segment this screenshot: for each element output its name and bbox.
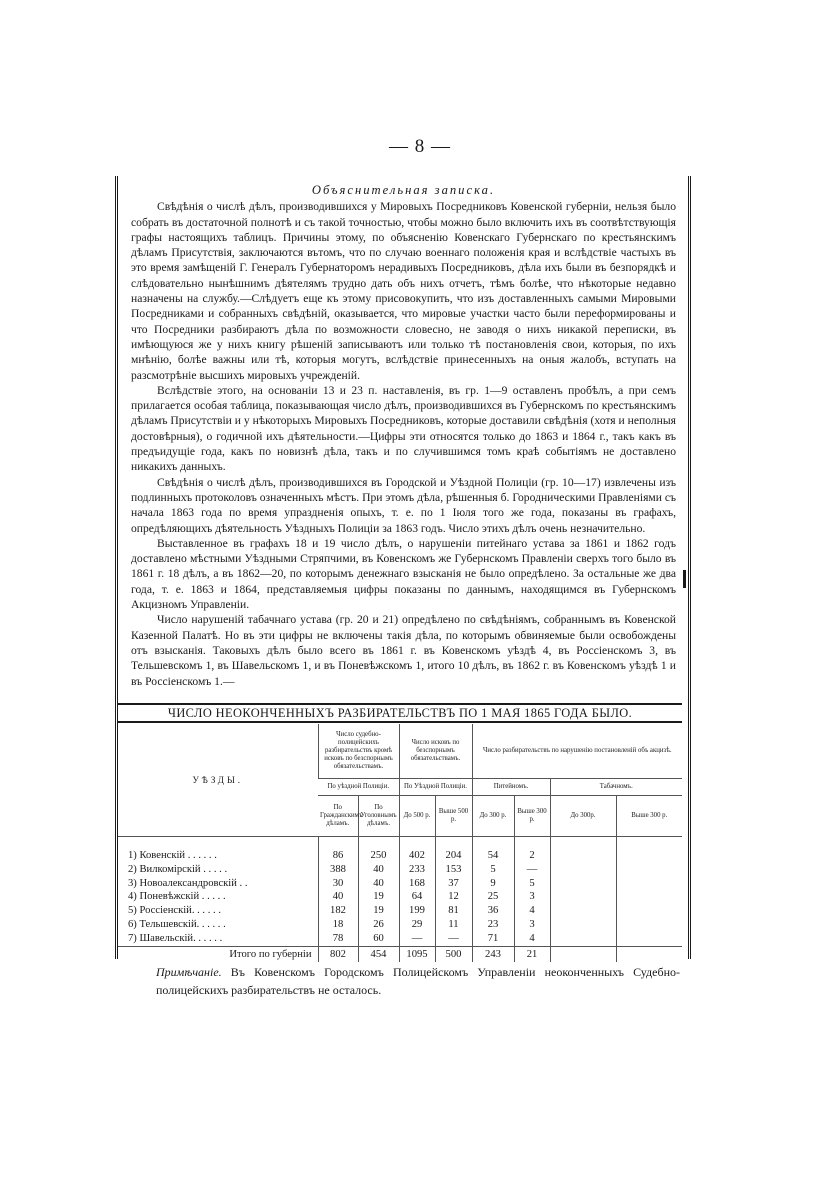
table-cell: 29 [399,918,435,932]
table-cell: 18 [318,918,358,932]
paragraph: Вслѣдствіе этого, на основаніи 13 и 23 п. наставленія, въ гр. 1—9 оставленъ пробѣлъ, а при семъ прилагается особая таблица, показывающая число дѣлъ, производившихся въ Губернскомъ по крестьянскимъ дѣламъ Присутствіи и у нѣкоторыхъ Мировыхъ Посредниковъ, которые доставили свѣдѣнія (хотя и неполныя достовѣрныя), о годичной ихъ дѣятельности.—Цифры эти относятся только до 1863 и 1864 г., такъ какъ въ предъидущіе года, какъ по новизнѣ дѣла, такъ и по случившимся томъ краѣ событіямъ не доставлено никакихъ данныхъ. [131,383,676,474]
total-cell: 802 [318,946,358,962]
h-over500: Выше 500 р. [435,796,472,837]
table-cell: 54 [472,849,514,863]
sub-police-header: По уѣздной Полиціи. [318,779,399,796]
h-to300-pitein: До 300 р. [472,796,514,837]
table-row [118,849,682,863]
total-cell: 21 [514,946,550,962]
table-cell: 81 [435,904,472,918]
total-cell: 1095 [399,946,435,962]
table-cell: 3 [514,890,550,904]
table-cell [550,849,616,863]
group3-header: Число разбирательствъ по нарушенію постановленій объ акцизѣ. [472,724,682,779]
table-cell: 25 [472,890,514,904]
group2-header: Число исковъ по безспорнымъ обязательствамъ. [399,724,472,779]
h-to500: До 500 р. [399,796,435,837]
sub-tabach-header: Табачномъ. [550,779,682,796]
table-row [118,890,682,904]
table-cell [550,877,616,891]
table-cell: 19 [358,904,399,918]
table-cell [550,932,616,946]
total-cell: 500 [435,946,472,962]
footnote-lead: Примѣчаніе. [156,965,222,979]
h-over300-tabach: Выше 300 р. [616,796,682,837]
footnote-text: Въ Ковенскомъ Городскомъ Полицейскомъ Управленіи неоконченныхъ Судебно-полицейскихъ разбирательствъ не осталось. [156,965,681,997]
table-cell: 19 [358,890,399,904]
uezd-name: 5) Россіенскій. . . . . . [128,905,221,917]
total-row [118,946,682,962]
uezd-name: 4) Поневѣжскій . . . . . [128,891,226,903]
table-cell: 71 [472,932,514,946]
h-civil: По Гражданскимъ дѣламъ. [318,796,358,837]
table-row [118,877,682,891]
table-cell: 153 [435,863,472,877]
total-cell [616,946,682,962]
table-cell [616,890,682,904]
table-cell: 37 [435,877,472,891]
explanatory-note [131,183,676,689]
table-cell: 64 [399,890,435,904]
table-cell [616,904,682,918]
table-cell: 40 [318,890,358,904]
table-cell: 40 [358,863,399,877]
table-cell: 199 [399,904,435,918]
table-cell: 402 [399,849,435,863]
table-row [118,863,682,877]
total-cell [550,946,616,962]
table-cell [616,849,682,863]
uezd-name: 6) Тельшевскій. . . . . . [128,918,226,930]
h-criminal: По Уголовнымъ дѣламъ. [358,796,399,837]
uezd-name: 3) Новоалександровскій . . [128,877,248,889]
table-cell [616,932,682,946]
table-row [118,918,682,932]
table-header-rule [118,721,682,723]
table-cell: 78 [318,932,358,946]
h-to300-tabach: До 300р. [550,796,616,837]
table-cell: 182 [318,904,358,918]
table-row [118,932,682,946]
table-cell: 86 [318,849,358,863]
total-cell: 243 [472,946,514,962]
uezd-name: 7) Шавельскій. . . . . . [128,932,223,944]
table-cell: — [514,863,550,877]
table-cell: 11 [435,918,472,932]
paragraph: Свѣдѣнія о числѣ дѣлъ, производившихся въ Городской и Уѣздной Полиціи (гр. 10—17) извлечены изъ подлинныхъ протоколовъ означенныхъ мѣстъ. При этомъ дѣла, рѣшенныя б. Городническими Правленіями съ начала 1863 года по время упраздненія опыхъ, т. е. по 1 Іюля того же года, показаны въ графахъ, опредѣляющихъ дѣятельность Уѣздныхъ Полиціи за 1863 годъ. Число этихъ дѣлъ очень незначительно. [131,475,676,535]
table-cell: 36 [472,904,514,918]
margin-mark [683,570,686,588]
sub-pitein-header: Питейномъ. [472,779,550,796]
footnote [156,963,680,999]
table-row [118,904,682,918]
table-cell: 40 [358,877,399,891]
paragraph: Выставленное въ графахъ 18 и 19 число дѣлъ, о нарушеніи питейнаго устава за 1861 и 1862 годъ доставлено мѣстными Уѣздными Стряпчими, въ Ковенскомъ же Губернскомъ Правленіи сверхъ того было въ 1861 г. 18 дѣлъ, а въ 1862—20, по которымъ денежнаго взысканія не было опредѣлено. За остальные же два года, т. е. 1863 и 1864, представляемыя цифры показаны по даннымъ, находящимся въ Губернскомъ Акцизномъ Управленіи. [131,536,676,612]
table-cell [616,877,682,891]
table-cell [550,904,616,918]
table-cell: 9 [472,877,514,891]
table-cell: 2 [514,849,550,863]
table-cell: 233 [399,863,435,877]
table-cell: 26 [358,918,399,932]
table-cell: — [399,932,435,946]
table-cell: 168 [399,877,435,891]
table-cell [616,918,682,932]
table-cell: 5 [514,877,550,891]
uezd-name: 1) Ковенскій . . . . . . [128,850,217,861]
paragraph: Свѣдѣнія о числѣ дѣлъ, производившихся у Мировыхъ Посредниковъ Ковенской губерніи, нельзя было собрать въ достаточной полнотѣ и съ такой точностью, чтобы можно было включить ихъ въ соотвѣтствующія графы настоящихъ таблицъ. Причины этому, по объясненію Ковенскаго Губернскаго по крестьянскимъ дѣламъ Присутствія, заключаются вътомъ, что по случаю военнаго положенія края и вслѣдствіе частыхъ въ это время замѣщеній Г. Генералъ Губернаторомъ нерадивыхъ Посредниковъ, дѣла ихъ были въ безпорядкѣ и слѣдовательно нынѣшнимъ дѣятелямъ трудно дать объ нихъ отчетъ, тѣмъ болѣе, что нѣкоторые недавно назначены на службу.—Слѣдуетъ еще къ этому присовокупить, что изъ доставленныхъ самыми Мировыми Посредниками и собранныхъ свѣдѣній, оказывается, что мировые участки часто были переформированы и что Посредники разбираютъ дѣла по возможности словесно, не заводя о нихъ никакой переписки, въ имѣющуюся же у нихъ книгу рѣшеній записываютъ или только тѣ постановленія свои, которыя, по ихъ мнѣнію, болѣе важны или тѣ, которыя могутъ, вслѣдствіе принесенныхъ на оныя жалобъ, вступать на разсмотрѣніе высшихъ мировыхъ учрежденій. [131,200,676,382]
col-uezdy-header: УѢЗДЫ. [118,724,318,837]
table-cell: 60 [358,932,399,946]
table-cell: 204 [435,849,472,863]
table-cell: 3 [514,918,550,932]
table-title: ЧИСЛО НЕОКОНЧЕННЫХЪ РАЗБИРАТЕЛЬСТВЪ ПО 1 МАЯ 1865 ГОДА БЫЛО. [167,706,633,720]
table-cell: — [435,932,472,946]
total-cell: 454 [358,946,399,962]
table-top-rule [118,703,682,705]
table-cell: 5 [472,863,514,877]
page-number: — 8 — [389,136,451,157]
table-cell [550,890,616,904]
table-cell: 4 [514,932,550,946]
table-cell: 30 [318,877,358,891]
uezd-name: 2) Вилкомірскій . . . . . [128,863,228,875]
table-cell: 12 [435,890,472,904]
table-cell [550,863,616,877]
cases-table [118,724,682,962]
table-cell: 388 [318,863,358,877]
table-cell: 23 [472,918,514,932]
paragraph: Число нарушеній табачнаго устава (гр. 20 и 21) опредѣлено по свѣдѣніямъ, собраннымъ въ Ковенской Казенной Палатѣ. Но въ эти цифры не включены такія дѣла, по которымъ обвиняемые были освобождены отъ взысканія. Таковыхъ дѣлъ было всего въ 1861 г. въ Ковенскомъ уѣздѣ 4, въ Россіенскомъ 3, въ Тельшевскомъ 1, въ Шавельскомъ 1, и въ Поневѣжскомъ 1, итого 10 дѣлъ, въ 1862 г. въ Ковенскомъ уѣздѣ 1 и въ Россіенскомъ 1.— [131,613,676,688]
table-cell [550,918,616,932]
table-cell [616,863,682,877]
note-title: Объяснительная записка. [311,183,496,197]
table-cell: 4 [514,904,550,918]
total-label: Итого по губерніи [118,946,318,962]
h-over300-pitein: Выше 300 р. [514,796,550,837]
table-cell: 250 [358,849,399,863]
sub-police-header-2: По Уѣздной Полиціи. [399,779,472,796]
group1-header: Число судебно-полицейскихъ разбирательствъ кромѣ исковъ по безспорнымъ обязательствамъ. [318,724,399,779]
